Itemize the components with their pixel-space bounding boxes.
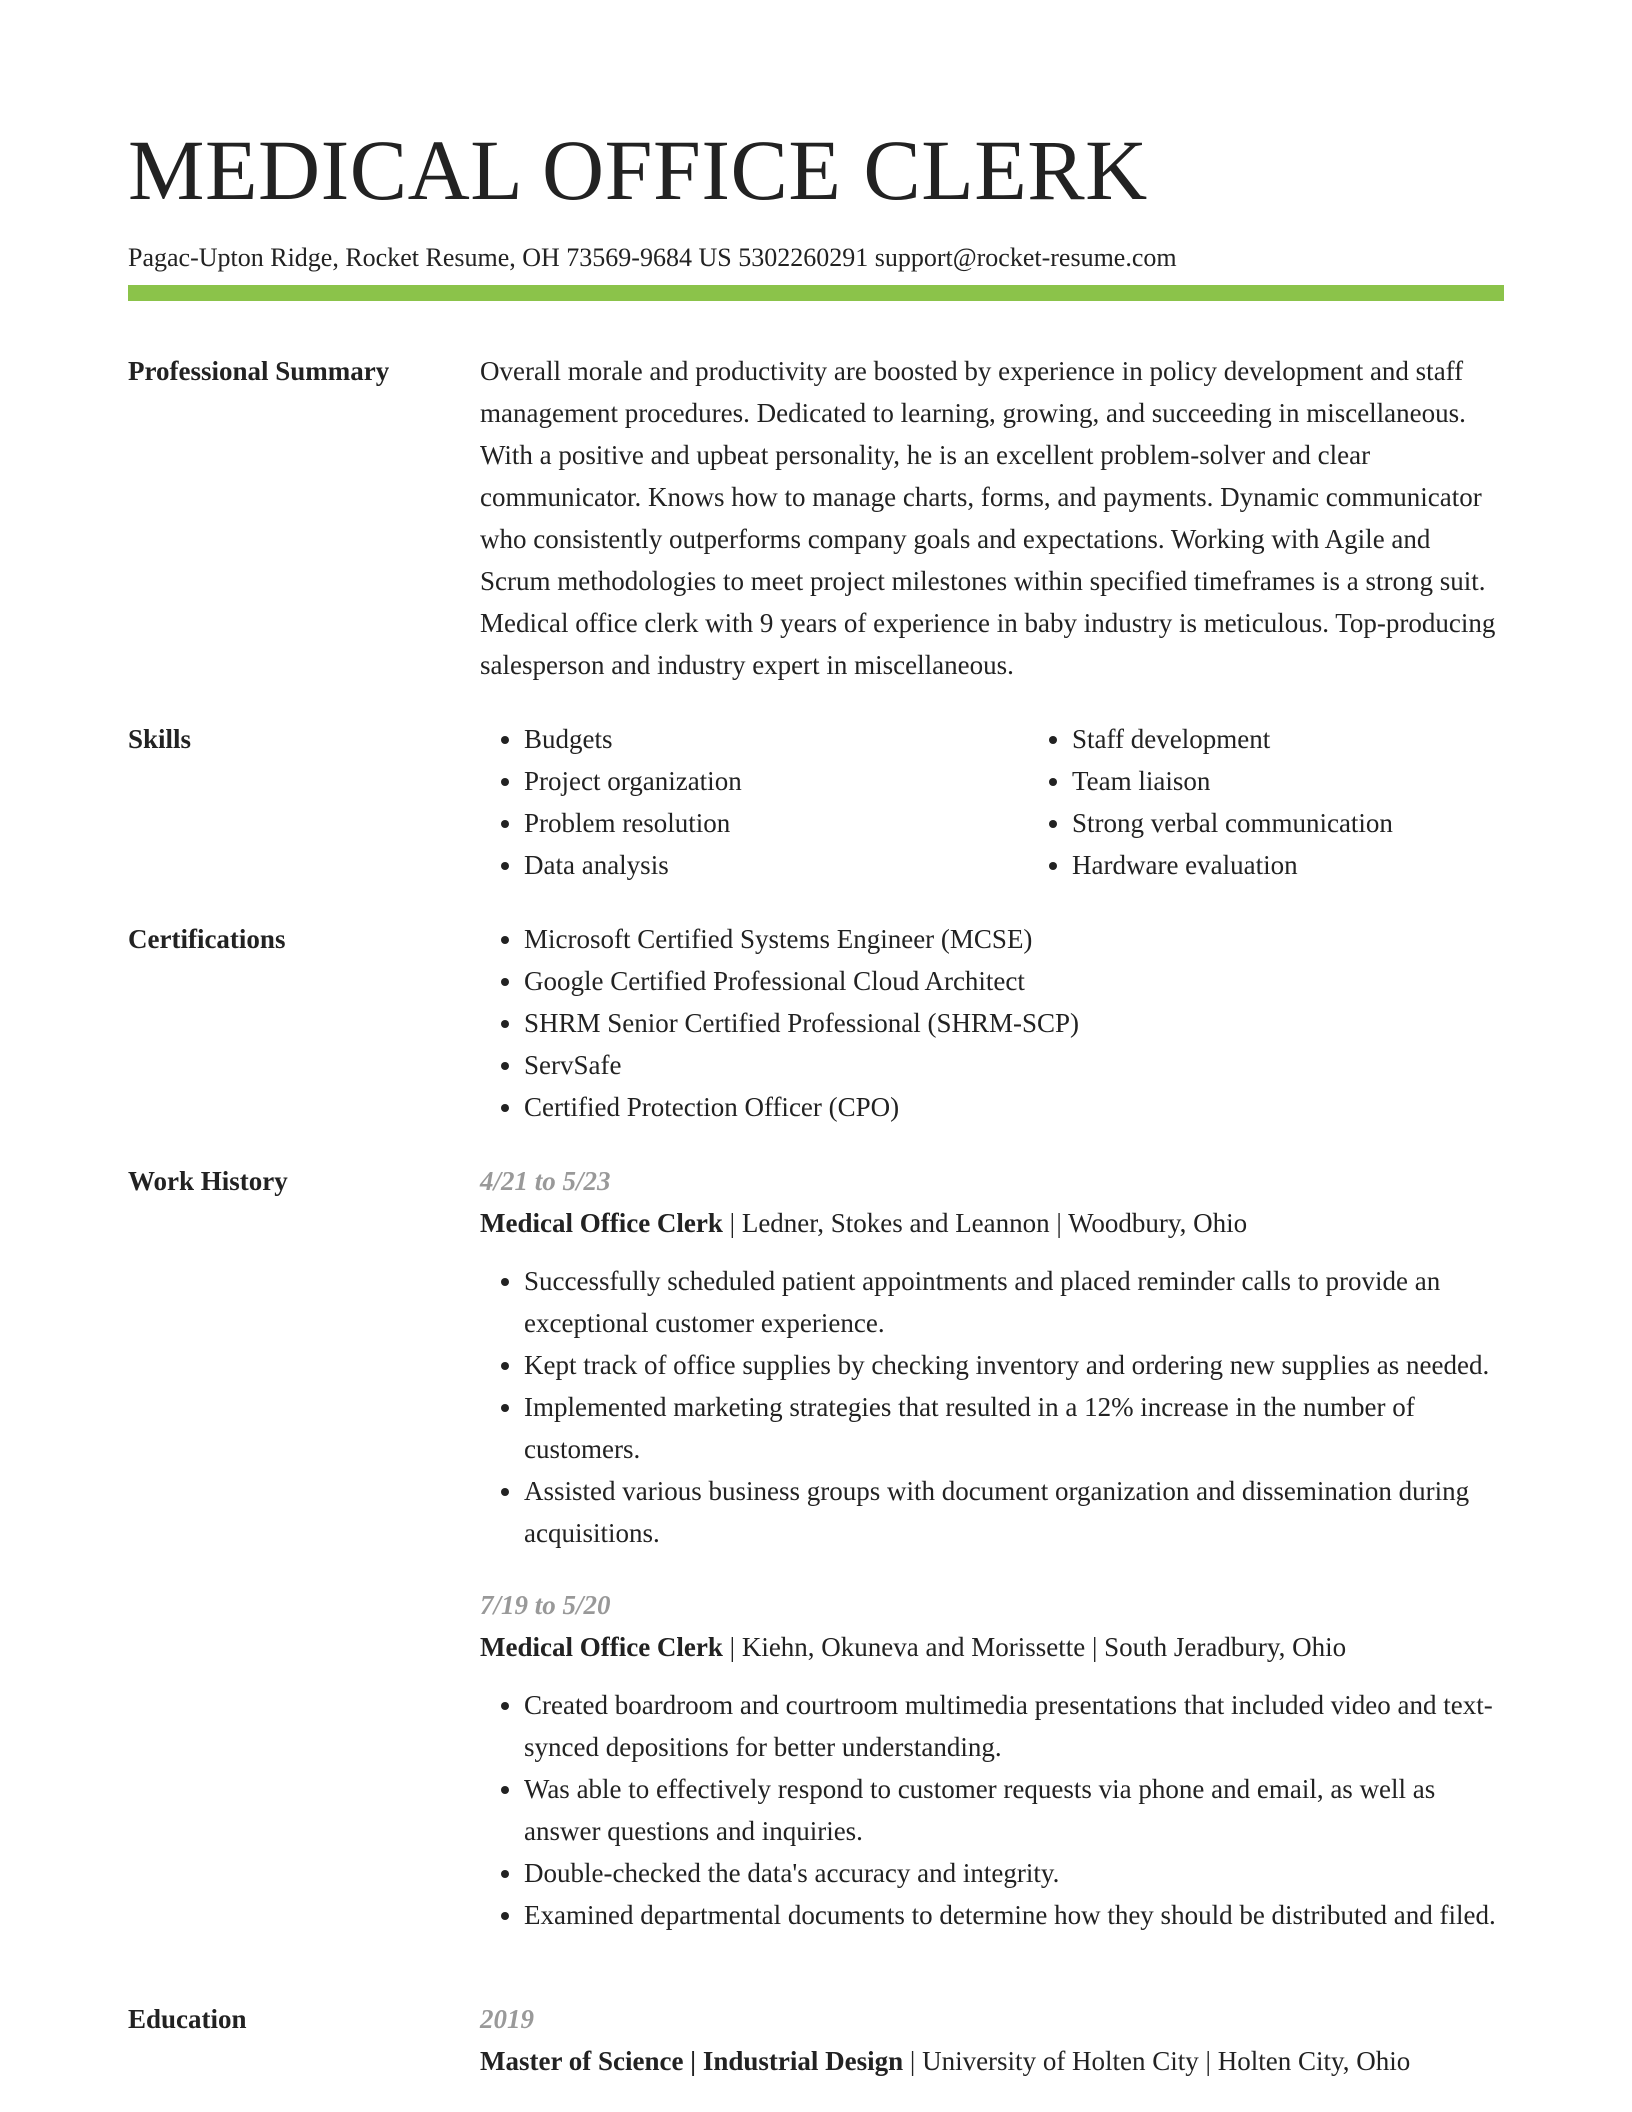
section-label-skills: Skills: [128, 724, 192, 754]
header-divider: [128, 285, 1504, 301]
certification-item: • Certified Protection Officer (CPO): [524, 1086, 1504, 1128]
skill-item: • Hardware evaluation: [1072, 844, 1576, 886]
summary-section: [128, 350, 1504, 686]
skill-item: • Team liaison: [1072, 760, 1576, 802]
section-label-summary: Professional Summary: [128, 356, 390, 386]
skill-item: • Strong verbal communication: [1072, 802, 1576, 844]
skill-item: • Budgets: [524, 718, 1028, 760]
resume-name: MEDICAL OFFICE CLERK: [128, 122, 1148, 218]
education-year: 2019: [480, 2004, 534, 2034]
contact-line: Pagac-Upton Ridge, Rocket Resume, OH 73569-9684 US 5302260291 support@rocket-resume.com: [128, 243, 1177, 272]
skills-list-right: [1028, 718, 1576, 886]
section-label-work: Work History: [128, 1166, 288, 1196]
job-bullets: [480, 1260, 1504, 1554]
job-bullet: • Assisted various business groups with document organization and dissemination during acquisitions.: [524, 1470, 1504, 1554]
skills-list-left: [480, 718, 1028, 886]
resume-header: [128, 118, 1504, 274]
job-bullet: • Created boardroom and courtroom multimedia presentations that included video and text-synced depositions for better understanding.: [524, 1684, 1504, 1768]
education-section: [128, 1998, 1504, 2082]
job-employer-location: | Kiehn, Okuneva and Morissette | South Jeradbury, Ohio: [722, 1632, 1347, 1662]
resume-sections: [128, 350, 1504, 2112]
education-heading: [480, 2040, 1504, 2082]
job-title: Medical Office Clerk: [480, 1208, 723, 1238]
certifications-section: [128, 918, 1504, 1128]
job-bullet: • Kept track of office supplies by checking inventory and ordering new supplies as needed.: [524, 1344, 1504, 1386]
certification-item: • SHRM Senior Certified Professional (SHRM-SCP): [524, 1002, 1504, 1044]
job-bullet: • Examined departmental documents to determine how they should be distributed and filed.: [524, 1894, 1504, 1936]
section-label-certifications: Certifications: [128, 924, 286, 954]
job-dates: 4/21 to 5/23: [480, 1166, 611, 1196]
education-degree: Master of Science | Industrial Design: [480, 2046, 904, 2076]
job-bullets: [480, 1684, 1504, 1936]
certifications-list: [480, 918, 1504, 1128]
job-employer-location: | Ledner, Stokes and Leannon | Woodbury, Ohio: [722, 1208, 1248, 1238]
job-bullet: • Double-checked the data's accuracy and integrity.: [524, 1852, 1504, 1894]
education-school: | University of Holten City | Holten City, Ohio: [903, 2046, 1411, 2076]
summary-text: Overall morale and productivity are boosted by experience in policy development and staff management procedures. Dedicated to learning, growing, and succeeding in miscellaneous. With a positive and upbeat personality, he is an excellent problem-solver and clear communicator. Knows how to manage charts, forms, and payments. Dynamic communicator who consistently outperforms company goals and expectations. Working with Agile and Scrum methodologies to meet project milestones within specified timeframes is a strong suit. Medical office clerk with 9 years of experience in baby industry is meticulous. Top-producing salesperson and industry expert in miscellaneous.: [480, 356, 1496, 680]
job-bullet: • Successfully scheduled patient appointments and placed reminder calls to provide an exceptional customer experience.: [524, 1260, 1504, 1344]
job-bullet: • Was able to effectively respond to customer requests via phone and email, as well as answer questions and inquiries.: [524, 1768, 1504, 1852]
certification-item: • Google Certified Professional Cloud Architect: [524, 960, 1504, 1002]
job-bullet: • Implemented marketing strategies that resulted in a 12% increase in the number of customers.: [524, 1386, 1504, 1470]
skill-item: • Data analysis: [524, 844, 1028, 886]
section-label-education: Education: [128, 2004, 247, 2034]
job-heading: [480, 1202, 1504, 1244]
job-entry: [480, 1160, 1504, 1554]
job-title: Medical Office Clerk: [480, 1632, 723, 1662]
certification-item: • Microsoft Certified Systems Engineer (MCSE): [524, 918, 1504, 960]
job-entry: [480, 1584, 1504, 1936]
skill-item: • Project organization: [524, 760, 1028, 802]
skill-item: • Problem resolution: [524, 802, 1028, 844]
skill-item: • Staff development: [1072, 718, 1576, 760]
certification-item: • ServSafe: [524, 1044, 1504, 1086]
job-heading: [480, 1626, 1504, 1668]
skills-section: [128, 718, 1504, 886]
job-dates: 7/19 to 5/20: [480, 1590, 611, 1620]
work-history-section: [128, 1160, 1504, 1966]
